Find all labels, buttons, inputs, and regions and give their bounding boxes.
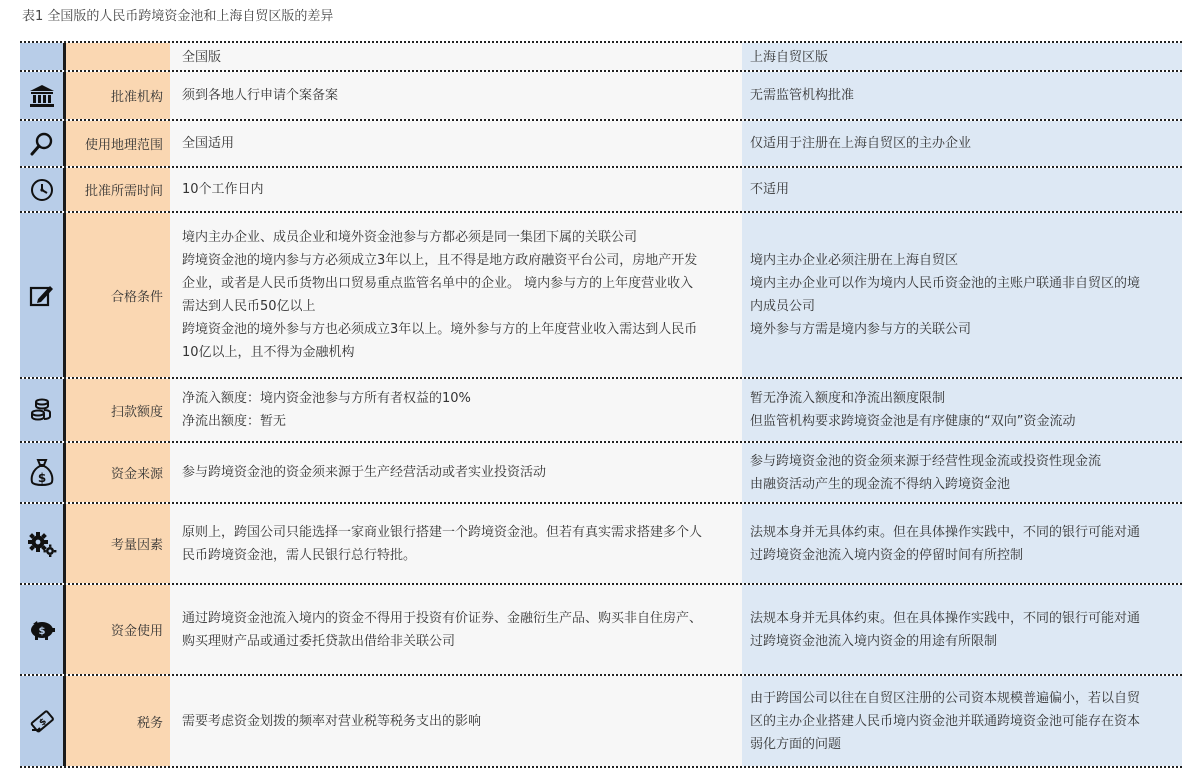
money-bag-icon [20,443,66,502]
national-cell: 10个工作日内 [170,168,742,211]
shanghai-cell: 参与跨境资金池的资金须来源于经营性现金流或投资性现金流 由融资活动产生的现金流不得纳入跨境资金池 [742,443,1182,502]
header-label-cell [66,43,170,70]
shanghai-cell: 无需监管机构批准 [742,72,1182,119]
gears-icon [20,504,66,583]
national-cell: 参与跨境资金池的资金须来源于生产经营活动或者实业投资活动 [170,443,742,502]
national-cell: 原则上，跨国公司只能选择一家商业银行搭建一个跨境资金池。但若有真实需求搭建多个人 民币跨境资金池，需人民银行总行特批。 [170,504,742,583]
table-row [20,121,1182,168]
row-label: 批准所需时间 [66,168,170,211]
row-label: 使用地理范围 [66,121,170,166]
national-cell: 全国适用 [170,121,742,166]
shanghai-cell: 法规本身并无具体约束。但在具体操作实践中，不同的银行可能对通 过跨境资金池流入境内资金的用途有所限制 [742,585,1182,674]
row-label: 批准机构 [66,72,170,119]
table-row [20,585,1182,676]
shanghai-cell: 法规本身并无具体约束。但在具体操作实践中，不同的银行可能对通 过跨境资金池流入境内资金的停留时间有所控制 [742,504,1182,583]
row-label: 考量因素 [66,504,170,583]
svg-text:$: $ [38,625,45,637]
shanghai-cell: 不适用 [742,168,1182,211]
row-label: 税务 [66,676,170,766]
header-icon-cell [20,43,66,70]
coins-icon [20,379,66,441]
table-row [20,443,1182,504]
table-row [20,72,1182,121]
table-caption: 表1 全国版的人民币跨境资金池和上海自贸区版的差异 [22,9,334,24]
svg-text:$: $ [37,716,49,729]
header-national: 全国版 [170,43,742,70]
header-shanghai: 上海自贸区版 [742,43,1182,70]
table-header-row [20,43,1182,72]
national-cell: 须到各地人行申请个案备案 [170,72,742,119]
edit-icon [20,213,66,377]
national-cell: 境内主办企业、成员企业和境外资金池参与方都必须是同一集团下属的关联公司 跨境资金池的境内参与方必须成立3年以上，且不得是地方政府融资平台公司，房地产开发 企业，或者是人民币货物出口贸易重点监管名单中的企业。 境内参与方的上年度营业收入 需达到人民币50亿以上 跨境资金池的境外参与方也必须成立3年以上。境外参与方的上年度营业收入需达到人民币 10亿以上，且不得为金融机构 [170,213,742,377]
bank-icon [20,72,66,119]
row-label: 资金来源 [66,443,170,502]
comparison-table [20,41,1182,768]
table-row [20,168,1182,213]
shanghai-cell: 仅适用于注册在上海自贸区的主办企业 [742,121,1182,166]
table-row [20,379,1182,443]
piggy-bank-icon [20,585,66,674]
row-label: 扫款额度 [66,379,170,441]
table-row [20,504,1182,585]
national-cell: 通过跨境资金池流入境内的资金不得用于投资有价证券、金融衍生产品、购买非自住房产、 购买理财产品或通过委托贷款出借给非关联公司 [170,585,742,674]
tax-tag-icon [20,676,66,766]
table-row [20,213,1182,379]
table-row [20,676,1182,768]
shanghai-cell: 境内主办企业必须注册在上海自贸区 境内主办企业可以作为境内人民币资金池的主账户联通非自贸区的境 内成员公司 境外参与方需是境内参与方的关联公司 [742,213,1182,377]
national-cell: 需要考虑资金划拨的频率对营业税等税务支出的影响 [170,676,742,766]
row-label: 资金使用 [66,585,170,674]
clock-icon [20,168,66,211]
svg-text:$: $ [37,470,46,485]
row-label: 合格条件 [66,213,170,377]
magnifier-icon [20,121,66,166]
shanghai-cell: 暂无净流入额度和净流出额度限制 但监管机构要求跨境资金池是有序健康的“双向”资金流动 [742,379,1182,441]
national-cell: 净流入额度：境内资金池参与方所有者权益的10% 净流出额度：暂无 [170,379,742,441]
shanghai-cell: 由于跨国公司以往在自贸区注册的公司资本规模普遍偏小，若以自贸 区的主办企业搭建人民币境内资金池并联通跨境资金池可能存在资本 弱化方面的问题 [742,676,1182,766]
